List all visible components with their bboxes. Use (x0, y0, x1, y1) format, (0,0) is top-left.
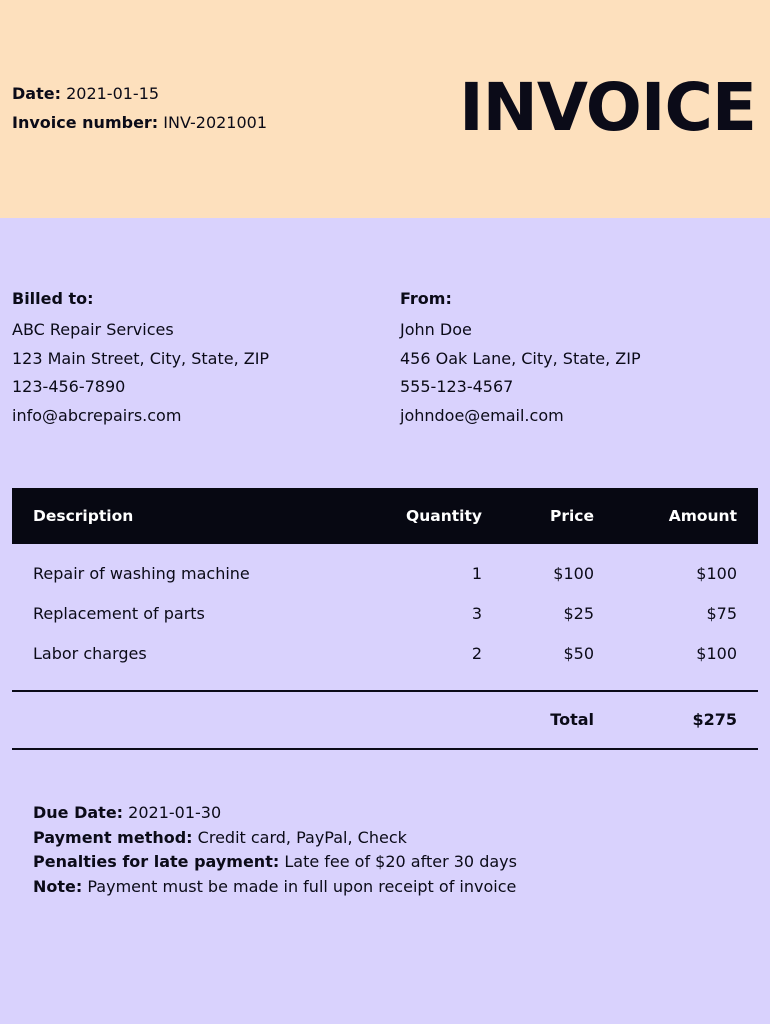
from-address: 456 Oak Lane, City, State, ZIP (400, 348, 641, 368)
table-row (12, 560, 758, 600)
payment-method-label: Payment method: (33, 827, 193, 847)
invoice-number (12, 113, 267, 133)
row-quantity: 3 (471, 604, 482, 623)
late-penalty-value: Late fee of $20 after 30 days (284, 852, 517, 872)
due-date-line (33, 801, 517, 826)
invoice-number-value: INV-2021001 (163, 113, 268, 132)
invoice-number-label: Invoice number: (12, 113, 159, 132)
table-body (12, 544, 758, 680)
row-price: $100 (553, 564, 594, 583)
from-email: johndoe@email.com (400, 405, 564, 425)
table-row (12, 640, 758, 680)
late-penalty-line (33, 850, 517, 875)
total-row (12, 692, 758, 748)
billed-to-name: ABC Repair Services (12, 320, 174, 339)
date-label: Date: (12, 84, 61, 103)
note-line (33, 875, 517, 900)
row-description: Labor charges (33, 644, 147, 663)
row-amount: $75 (706, 604, 737, 623)
table-row (12, 600, 758, 640)
billed-to-heading: Billed to: (12, 289, 94, 308)
from-heading: From: (400, 289, 452, 308)
row-price: $50 (563, 644, 594, 663)
total-value: $275 (692, 710, 737, 729)
divider (12, 748, 758, 750)
billed-to-phone: 123-456-7890 (12, 377, 126, 396)
invoice-title: INVOICE (459, 69, 756, 146)
line-items-table (12, 488, 758, 750)
date-value: 2021-01-15 (66, 84, 160, 103)
row-description: Repair of washing machine (33, 564, 250, 583)
invoice-date (12, 84, 159, 104)
due-date-value: 2021-01-30 (128, 803, 222, 822)
row-quantity: 1 (471, 564, 482, 583)
row-quantity: 2 (471, 644, 482, 663)
row-price: $25 (563, 604, 594, 623)
header-price: Price (549, 507, 594, 525)
late-penalty-label: Penalties for late payment: (33, 852, 280, 872)
billed-to-block (12, 288, 269, 433)
due-date-label: Due Date: (33, 803, 124, 822)
from-name: John Doe (400, 320, 472, 339)
invoice-header (0, 0, 770, 218)
header-quantity: Quantity (406, 507, 482, 525)
table-header-row (12, 488, 758, 544)
header-description: Description (33, 507, 134, 525)
row-amount: $100 (696, 564, 737, 583)
row-description: Replacement of parts (33, 604, 205, 623)
header-amount: Amount (668, 507, 737, 525)
from-phone: 555-123-4567 (400, 377, 514, 396)
billed-to-email: info@abcrepairs.com (12, 405, 182, 425)
total-label: Total (550, 710, 594, 729)
from-block (400, 288, 641, 433)
payment-method-line (33, 826, 517, 851)
row-amount: $100 (696, 644, 737, 663)
payment-method-value: Credit card, PayPal, Check (197, 827, 407, 847)
note-label: Note: (33, 876, 83, 896)
note-value: Payment must be made in full upon receipt of invoice (87, 876, 517, 896)
payment-terms (33, 801, 517, 899)
billed-to-address: 123 Main Street, City, State, ZIP (12, 348, 270, 368)
